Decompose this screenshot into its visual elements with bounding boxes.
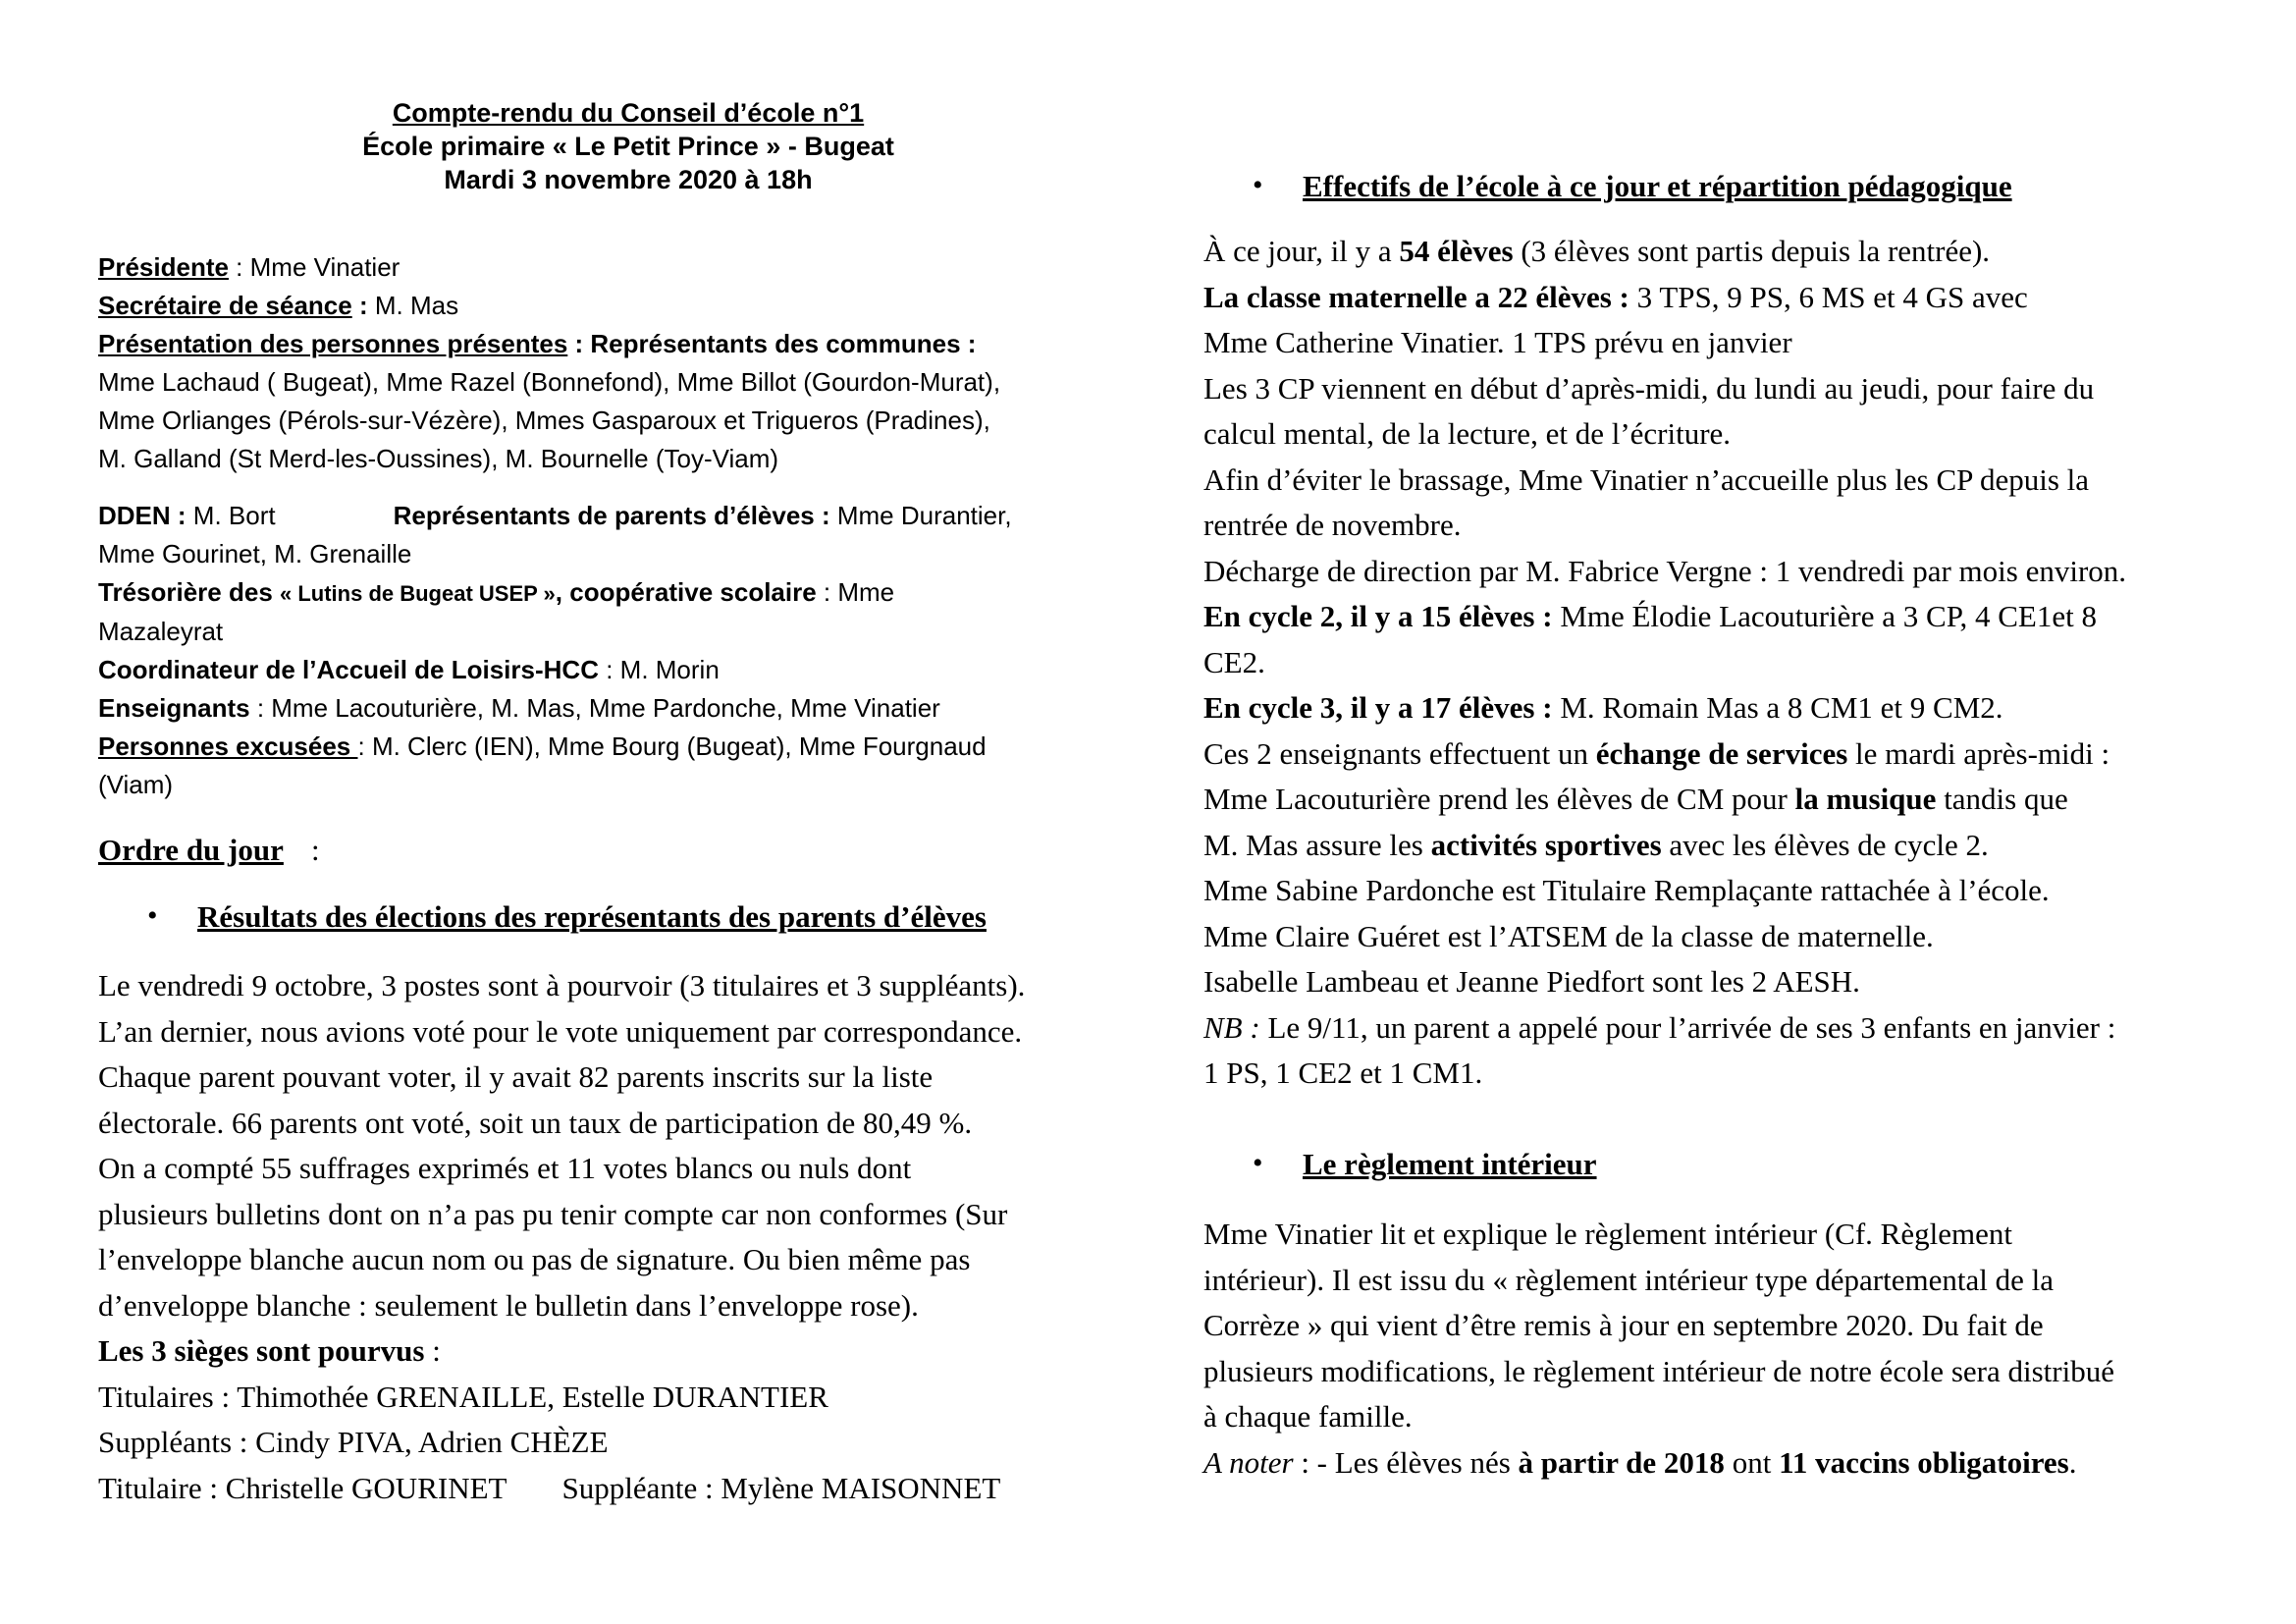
effectifs-line-19: 1 PS, 1 CE2 et 1 CM1.: [1203, 1056, 1483, 1090]
effectifs-l14a: M. Mas assure les: [1203, 827, 1431, 862]
secretary-line: Secrétaire de séance : M. Mas: [98, 291, 459, 320]
teachers-label: Enseignants: [98, 693, 250, 723]
elections-line-3: Chaque parent pouvant voter, il y avait 82 parents inscrits sur la liste: [98, 1059, 934, 1094]
elections-line-1: Le vendredi 9 octobre, 3 postes sont à pourvoir (3 titulaires et 3 suppléants).: [98, 968, 1026, 1002]
reglement-l6e: 11 vaccins obligatoires: [1779, 1444, 2069, 1480]
treasurer-coop: , coopérative scolaire: [555, 577, 817, 607]
elections-heading: Résultats des élections des représentants des parents d’élèves: [197, 899, 987, 934]
coordinator-line: [98, 651, 1012, 689]
seats-colon: :: [424, 1333, 441, 1368]
suppleante-value: Suppléante : Mylène MAISONNET: [561, 1470, 1001, 1505]
reglement-l6f: .: [2068, 1444, 2077, 1480]
effectifs-line-3: Mme Catherine Vinatier. 1 TPS prévu en janvier: [1203, 325, 1792, 359]
excused-line: [98, 728, 1012, 766]
effectifs-l12b: échange de services: [1595, 735, 1848, 771]
president-value: : Mme Vinatier: [228, 252, 400, 282]
effectifs-l11b: M. Romain Mas a 8 CM1 et 9 CM2.: [1552, 690, 2003, 725]
effectifs-line-6: Afin d’éviter le brassage, Mme Vinatier n’accueille plus les CP depuis la: [1203, 461, 2090, 497]
effectifs-line-8: Décharge de direction par M. Fabrice Vergne : 1 vendredi par mois environ.: [1203, 553, 2127, 588]
effectifs-line-16: Mme Claire Guéret est l’ATSEM de la classe de maternelle.: [1203, 918, 1934, 953]
attendance-block-2: [98, 497, 1012, 804]
effectifs-line-11: [1203, 685, 2126, 731]
president-line: [98, 248, 1000, 287]
title-line-3: Mardi 3 novembre 2020 à 18h: [444, 165, 813, 194]
effectifs-l13a: Mme Lacouturière prend les élèves de CM pour: [1203, 782, 1795, 816]
titulaires-line: Titulaires : Thimothée GRENAILLE, Estelle DURANTIER: [98, 1379, 828, 1414]
president-label: Présidente: [98, 252, 229, 282]
effectifs-line-17: Isabelle Lambeau et Jeanne Piedfort sont les 2 AESH.: [1203, 964, 1860, 999]
treasurer-value: : Mme: [816, 577, 895, 607]
titulaire-suppleante-line: [98, 1466, 1025, 1512]
reglement-line-6: [1203, 1440, 2114, 1487]
effectifs-l9a: En cycle 2, il y a 15 élèves :: [1203, 599, 1553, 633]
parents-line-2: Mme Gourinet, M. Grenaille: [98, 539, 412, 568]
reglement-line-1: Mme Vinatier lit et explique le règlement intérieur (Cf. Règlement: [1203, 1217, 2012, 1251]
communes-line-1: Mme Lachaud ( Bugeat), Mme Razel (Bonnefond), Mme Billot (Gourdon-Murat),: [98, 367, 1001, 397]
excused-line-2: (Viam): [98, 770, 174, 799]
effectifs-line-13: [1203, 777, 2126, 823]
title-line-2: École primaire « Le Petit Prince » - Bugeat: [362, 132, 894, 161]
effectifs-line-4: Les 3 CP viennent en début d’après-midi, du lundi au jeudi, pour faire du: [1203, 370, 2095, 406]
elections-line-6: plusieurs bulletins dont on n’a pas pu tenir compte car non conformes (Sur: [98, 1196, 1008, 1231]
dden-line: [98, 497, 1012, 535]
effectifs-line-10: CE2.: [1203, 644, 1265, 679]
elections-line-8: d’enveloppe blanche : seulement le bulletin dans l’enveloppe rose).: [98, 1287, 919, 1323]
attendance-block: [98, 248, 1000, 478]
effectifs-line-18: [1203, 1005, 2126, 1052]
effectifs-l2a: La classe maternelle a 22 élèves :: [1203, 279, 1629, 314]
secretary-value: M. Mas: [367, 291, 459, 320]
effectifs-line-2: [1203, 275, 2126, 321]
reglement-body: [1203, 1212, 2114, 1486]
excused-value: : M. Clerc (IEN), Mme Bourg (Bugeat), Mme Fourgnaud: [357, 731, 987, 761]
elections-line-5: On a compté 55 suffrages exprimés et 11 votes blancs ou nuls dont: [98, 1151, 912, 1185]
communes-line-2: Mme Orlianges (Pérols-sur-Vézère), Mmes Gasparoux et Trigueros (Pradines),: [98, 406, 990, 435]
treasurer-line-2: Mazaleyrat: [98, 617, 224, 646]
effectifs-line-15: Mme Sabine Pardonche est Titulaire Remplaçante rattachée à l’école.: [1203, 873, 2050, 907]
effectifs-l18a: NB :: [1203, 1009, 1260, 1045]
bullet-icon: •: [1253, 1147, 1263, 1179]
agenda-label: Ordre du jour: [98, 833, 284, 867]
title-line-1: Compte-rendu du Conseil d’école n°1: [392, 98, 865, 128]
effectifs-l2b: 3 TPS, 9 PS, 6 MS et 4 GS avec: [1629, 279, 2028, 314]
teachers-line: [98, 689, 1012, 728]
effectifs-line-1: [1203, 229, 2126, 275]
agenda-heading: [98, 833, 284, 868]
elections-body: [98, 963, 1025, 1511]
reglement-l6a: A noter: [1203, 1444, 1294, 1480]
excused-label: Personnes excusées: [98, 731, 358, 761]
effectifs-l1a: À ce jour, il y a: [1203, 234, 1400, 268]
effectifs-line-5: calcul mental, de la lecture, et de l’écriture.: [1203, 416, 1732, 451]
presentation-line: [98, 325, 1000, 363]
effectifs-l18b: Le 9/11, un parent a appelé pour l’arrivée de ses 3 enfants en janvier :: [1259, 1009, 2116, 1045]
elections-line-4: électorale. 66 parents ont voté, soit un taux de participation de 80,49 %.: [98, 1105, 973, 1140]
effectifs-l14b: activités sportives: [1430, 827, 1662, 862]
effectifs-l1c: (3 élèves sont partis depuis la rentrée).: [1513, 234, 1991, 268]
communes-label: : Représentants des communes :: [567, 329, 977, 358]
reglement-l6d: ont: [1724, 1444, 1780, 1480]
effectifs-l13c: tandis que: [1936, 782, 2068, 816]
effectifs-line-12: [1203, 731, 2126, 778]
coordinator-value: : M. Morin: [598, 655, 720, 684]
elections-line-2: L’an dernier, nous avions voté pour le vote uniquement par correspondance.: [98, 1013, 1023, 1049]
seats-label: Les 3 sièges sont pourvus: [98, 1333, 425, 1368]
effectifs-l13b: la musique: [1794, 782, 1937, 816]
communes-line-3: M. Galland (St Merd-les-Oussines), M. Bournelle (Toy-Viam): [98, 444, 779, 473]
treasurer-label: Trésorière des: [98, 577, 280, 607]
presentation-label: Présentation des personnes présentes: [98, 329, 568, 358]
elections-line-7: l’enveloppe blanche aucun nom ou pas de signature. Ou bien même pas: [98, 1242, 971, 1276]
reglement-l6c: à partir de 2018: [1518, 1444, 1725, 1480]
secretary-label: Secrétaire de séance: [98, 291, 352, 320]
reglement-heading: Le règlement intérieur: [1303, 1147, 1597, 1181]
reglement-l6b: : - Les élèves nés: [1293, 1444, 1519, 1480]
reglement-line-2: intérieur). Il est issu du « règlement intérieur type départemental de la: [1203, 1262, 2054, 1297]
bullet-icon: •: [1253, 169, 1263, 201]
effectifs-l12c: le mardi après-midi :: [1847, 735, 2110, 771]
effectifs-line-9: [1203, 594, 2126, 640]
treasurer-line: [98, 573, 1012, 613]
reglement-line-5: à chaque famille.: [1203, 1399, 1413, 1434]
teachers-value: : Mme Lacouturière, M. Mas, Mme Pardonche, Mme Vinatier: [249, 693, 940, 723]
titulaire-value: Titulaire : Christelle GOURINET: [98, 1470, 507, 1505]
effectifs-body: [1203, 229, 2126, 1097]
dden-label: DDEN :: [98, 501, 187, 530]
effectifs-line-14: [1203, 823, 2126, 869]
effectifs-line-7: rentrée de novembre.: [1203, 508, 1462, 542]
bullet-icon: •: [147, 899, 158, 932]
parents-label: Représentants de parents d’élèves :: [393, 501, 830, 530]
agenda-colon: :: [311, 833, 320, 867]
effectifs-heading: Effectifs de l’école à ce jour et répartition pédagogique: [1303, 169, 2012, 203]
effectifs-l1b: 54 élèves: [1399, 234, 1514, 268]
coordinator-label: Coordinateur de l’Accueil de Loisirs-HCC: [98, 655, 599, 684]
document-title: [324, 96, 933, 196]
effectifs-l11a: En cycle 3, il y a 17 élèves :: [1203, 690, 1553, 725]
reglement-line-4: plusieurs modifications, le règlement intérieur de notre école sera distribué: [1203, 1353, 2114, 1388]
suppleants-line: Suppléants : Cindy PIVA, Adrien CHÈZE: [98, 1425, 609, 1459]
effectifs-l12a: Ces 2 enseignants effectuent un: [1203, 735, 1596, 771]
effectifs-l14c: avec les élèves de cycle 2.: [1661, 827, 1989, 862]
seats-line: [98, 1328, 1025, 1375]
effectifs-l9b: Mme Élodie Lacouturière a 3 CP, 4 CE1et 8: [1552, 599, 2097, 633]
reglement-line-3: Corrèze » qui vient d’être remis à jour en septembre 2020. Du fait de: [1203, 1308, 2044, 1342]
treasurer-association: « Lutins de Bugeat USEP »: [280, 581, 556, 606]
parents-value: Mme Durantier,: [829, 501, 1012, 530]
dden-value: M. Bort: [186, 501, 276, 530]
